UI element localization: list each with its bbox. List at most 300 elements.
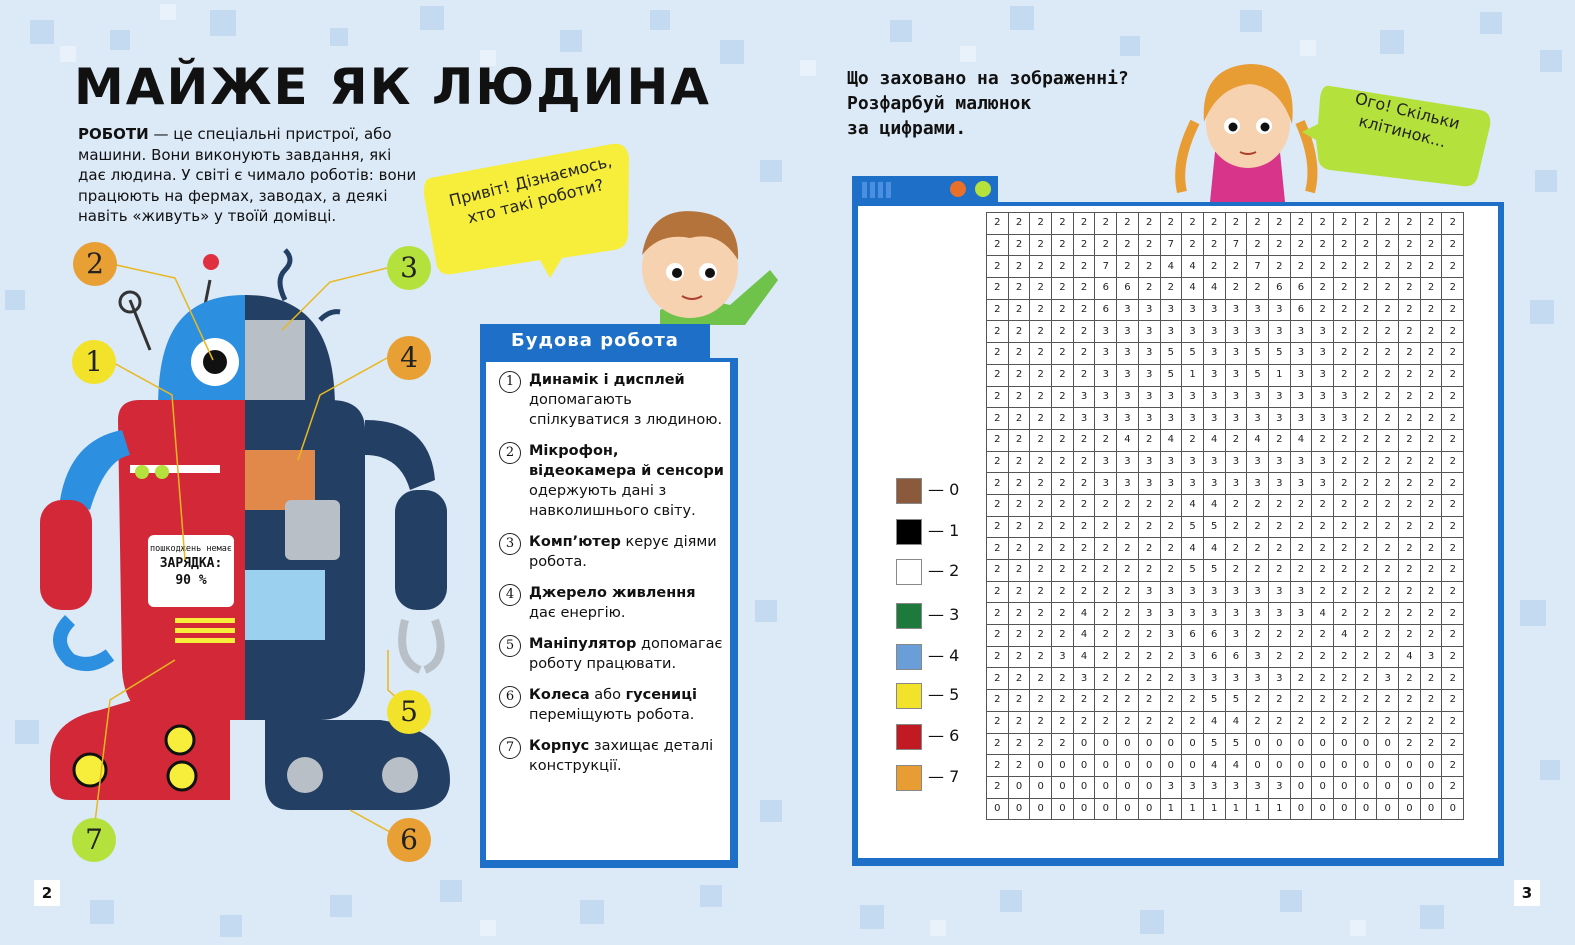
grid-cell[interactable]: 3 [1225,625,1247,647]
grid-cell[interactable]: 1 [1203,798,1225,820]
grid-cell[interactable]: 6 [1268,278,1290,300]
grid-cell[interactable]: 2 [1138,278,1160,300]
grid-cell[interactable]: 2 [1312,668,1334,690]
grid-cell[interactable]: 2 [1117,213,1139,235]
grid-cell[interactable]: 7 [1095,256,1117,278]
grid-cell[interactable]: 2 [1008,256,1030,278]
grid-cell[interactable]: 2 [1355,299,1377,321]
grid-cell[interactable]: 2 [1247,711,1269,733]
grid-cell[interactable]: 2 [1420,451,1442,473]
grid-cell[interactable]: 2 [1030,278,1052,300]
grid-cell[interactable]: 2 [1138,625,1160,647]
grid-cell[interactable]: 2 [987,625,1009,647]
grid-cell[interactable]: 2 [1117,516,1139,538]
grid-cell[interactable]: 2 [1334,256,1356,278]
grid-cell[interactable]: 0 [1268,733,1290,755]
grid-cell[interactable]: 2 [1442,755,1464,777]
grid-cell[interactable]: 2 [1442,494,1464,516]
grid-cell[interactable]: 2 [1268,494,1290,516]
grid-cell[interactable]: 0 [1290,798,1312,820]
grid-cell[interactable]: 2 [1355,646,1377,668]
grid-cell[interactable]: 2 [1073,299,1095,321]
grid-cell[interactable]: 2 [1420,299,1442,321]
grid-cell[interactable]: 2 [1052,603,1074,625]
grid-cell[interactable]: 3 [1095,451,1117,473]
grid-cell[interactable]: 2 [1160,560,1182,582]
grid-cell[interactable]: 2 [987,711,1009,733]
grid-cell[interactable]: 2 [1030,256,1052,278]
grid-cell[interactable]: 3 [1268,581,1290,603]
grid-cell[interactable]: 2 [1073,278,1095,300]
grid-cell[interactable]: 3 [1138,451,1160,473]
grid-cell[interactable]: 2 [1052,625,1074,647]
grid-cell[interactable]: 0 [1030,798,1052,820]
grid-cell[interactable]: 2 [1095,646,1117,668]
grid-cell[interactable]: 2 [1052,711,1074,733]
grid-cell[interactable]: 2 [1225,213,1247,235]
grid-cell[interactable]: 6 [1290,299,1312,321]
grid-cell[interactable]: 1 [1225,798,1247,820]
grid-cell[interactable]: 2 [1182,711,1204,733]
grid-cell[interactable]: 2 [1268,711,1290,733]
grid-cell[interactable]: 2 [1334,364,1356,386]
grid-cell[interactable]: 2 [1312,711,1334,733]
grid-cell[interactable]: 3 [1290,364,1312,386]
grid-cell[interactable]: 2 [1030,234,1052,256]
grid-cell[interactable]: 2 [1355,451,1377,473]
grid-cell[interactable]: 2 [1355,625,1377,647]
grid-cell[interactable]: 2 [1225,256,1247,278]
grid-cell[interactable]: 2 [1182,234,1204,256]
grid-cell[interactable]: 2 [1442,299,1464,321]
grid-cell[interactable]: 3 [1203,299,1225,321]
grid-cell[interactable]: 3 [1268,408,1290,430]
grid-cell[interactable]: 3 [1268,386,1290,408]
grid-cell[interactable]: 3 [1117,408,1139,430]
grid-cell[interactable]: 2 [1334,581,1356,603]
grid-cell[interactable]: 1 [1268,798,1290,820]
grid-cell[interactable]: 0 [1073,798,1095,820]
grid-cell[interactable]: 5 [1225,733,1247,755]
grid-cell[interactable]: 5 [1203,560,1225,582]
grid-cell[interactable]: 2 [1377,408,1399,430]
grid-cell[interactable]: 2 [1073,473,1095,495]
grid-cell[interactable]: 2 [1117,234,1139,256]
grid-cell[interactable]: 2 [1182,213,1204,235]
grid-cell[interactable]: 2 [1073,538,1095,560]
grid-cell[interactable]: 6 [1203,646,1225,668]
grid-cell[interactable]: 2 [1334,278,1356,300]
grid-cell[interactable]: 2 [1247,234,1269,256]
grid-cell[interactable]: 2 [1268,429,1290,451]
grid-cell[interactable]: 2 [1268,234,1290,256]
grid-cell[interactable]: 2 [1334,234,1356,256]
grid-cell[interactable]: 2 [1117,646,1139,668]
grid-cell[interactable]: 2 [987,234,1009,256]
grid-cell[interactable]: 2 [1355,256,1377,278]
grid-cell[interactable]: 2 [1030,451,1052,473]
grid-cell[interactable]: 3 [1138,581,1160,603]
grid-cell[interactable]: 3 [1247,321,1269,343]
grid-cell[interactable]: 3 [1182,776,1204,798]
grid-cell[interactable]: 2 [987,494,1009,516]
grid-cell[interactable]: 3 [1268,603,1290,625]
grid-cell[interactable]: 2 [1008,213,1030,235]
grid-cell[interactable]: 2 [1420,690,1442,712]
grid-cell[interactable]: 2 [1399,516,1421,538]
grid-cell[interactable]: 3 [1095,343,1117,365]
grid-cell[interactable]: 0 [1420,798,1442,820]
grid-cell[interactable]: 4 [1160,429,1182,451]
grid-cell[interactable]: 2 [1355,429,1377,451]
grid-cell[interactable]: 3 [1290,408,1312,430]
grid-cell[interactable]: 2 [1008,408,1030,430]
grid-cell[interactable]: 3 [1268,299,1290,321]
grid-cell[interactable]: 2 [1073,256,1095,278]
grid-cell[interactable]: 2 [1334,646,1356,668]
grid-cell[interactable]: 2 [1377,364,1399,386]
grid-cell[interactable]: 3 [1160,386,1182,408]
grid-cell[interactable]: 2 [1030,213,1052,235]
grid-cell[interactable]: 2 [1008,343,1030,365]
grid-cell[interactable]: 2 [987,451,1009,473]
grid-cell[interactable]: 2 [1334,321,1356,343]
grid-cell[interactable]: 2 [1247,625,1269,647]
grid-cell[interactable]: 2 [1052,473,1074,495]
grid-cell[interactable]: 2 [987,668,1009,690]
grid-cell[interactable]: 4 [1225,711,1247,733]
grid-cell[interactable]: 2 [1160,213,1182,235]
grid-cell[interactable]: 3 [1312,343,1334,365]
grid-cell[interactable]: 0 [1290,776,1312,798]
grid-cell[interactable]: 3 [1420,646,1442,668]
grid-cell[interactable]: 3 [1225,408,1247,430]
grid-cell[interactable]: 2 [1399,234,1421,256]
grid-cell[interactable]: 2 [1355,494,1377,516]
grid-cell[interactable]: 2 [1052,299,1074,321]
grid-cell[interactable]: 0 [1355,755,1377,777]
grid-cell[interactable]: 0 [1095,776,1117,798]
grid-cell[interactable]: 2 [1312,538,1334,560]
grid-cell[interactable]: 2 [1312,646,1334,668]
grid-cell[interactable]: 2 [1420,386,1442,408]
grid-cell[interactable]: 6 [1225,646,1247,668]
grid-cell[interactable]: 3 [1203,668,1225,690]
grid-cell[interactable]: 2 [1355,560,1377,582]
grid-cell[interactable]: 2 [1399,321,1421,343]
grid-cell[interactable]: 2 [1334,494,1356,516]
grid-cell[interactable]: 0 [1355,798,1377,820]
grid-cell[interactable]: 4 [1073,625,1095,647]
grid-cell[interactable]: 1 [1247,798,1269,820]
grid-cell[interactable]: 2 [1442,278,1464,300]
grid-cell[interactable]: 2 [1442,560,1464,582]
grid-cell[interactable]: 3 [1334,386,1356,408]
grid-cell[interactable]: 2 [987,256,1009,278]
grid-cell[interactable]: 2 [1312,516,1334,538]
grid-cell[interactable]: 2 [1138,429,1160,451]
grid-cell[interactable]: 3 [1117,451,1139,473]
grid-cell[interactable]: 2 [1355,234,1377,256]
grid-cell[interactable]: 0 [1160,755,1182,777]
grid-cell[interactable]: 2 [1073,711,1095,733]
grid-cell[interactable]: 3 [1160,321,1182,343]
grid-cell[interactable]: 2 [1334,473,1356,495]
grid-cell[interactable]: 2 [1334,538,1356,560]
grid-cell[interactable]: 0 [1138,776,1160,798]
grid-cell[interactable]: 6 [1095,299,1117,321]
grid-cell[interactable]: 2 [1095,429,1117,451]
grid-cell[interactable]: 0 [1377,776,1399,798]
grid-cell[interactable]: 2 [1030,473,1052,495]
grid-cell[interactable]: 0 [1138,733,1160,755]
grid-cell[interactable]: 5 [1203,690,1225,712]
grid-cell[interactable]: 2 [1138,234,1160,256]
grid-cell[interactable]: 4 [1073,646,1095,668]
grid-cell[interactable]: 2 [1312,299,1334,321]
grid-cell[interactable]: 3 [1247,776,1269,798]
grid-cell[interactable]: 0 [1268,755,1290,777]
grid-cell[interactable]: 2 [1290,234,1312,256]
grid-cell[interactable]: 2 [1290,538,1312,560]
grid-cell[interactable]: 2 [1312,494,1334,516]
grid-cell[interactable]: 2 [1420,364,1442,386]
grid-cell[interactable]: 4 [1203,538,1225,560]
grid-cell[interactable]: 2 [1355,668,1377,690]
grid-cell[interactable]: 5 [1247,364,1269,386]
grid-cell[interactable]: 2 [1008,646,1030,668]
grid-cell[interactable]: 0 [1095,798,1117,820]
grid-cell[interactable]: 3 [1160,776,1182,798]
grid-cell[interactable]: 2 [987,408,1009,430]
grid-cell[interactable]: 0 [1138,798,1160,820]
grid-cell[interactable]: 3 [1117,299,1139,321]
grid-cell[interactable]: 4 [1203,755,1225,777]
grid-cell[interactable]: 2 [1008,755,1030,777]
grid-cell[interactable]: 2 [1420,733,1442,755]
grid-cell[interactable]: 2 [1117,603,1139,625]
grid-cell[interactable]: 4 [1334,625,1356,647]
grid-cell[interactable]: 2 [1334,711,1356,733]
grid-cell[interactable]: 2 [1377,625,1399,647]
grid-cell[interactable]: 2 [1052,538,1074,560]
grid-cell[interactable]: 4 [1290,429,1312,451]
grid-cell[interactable]: 2 [1377,451,1399,473]
grid-cell[interactable]: 2 [1334,213,1356,235]
grid-cell[interactable]: 3 [1160,581,1182,603]
grid-cell[interactable]: 2 [1052,278,1074,300]
grid-cell[interactable]: 2 [1442,343,1464,365]
grid-cell[interactable]: 4 [1203,429,1225,451]
grid-cell[interactable]: 2 [987,473,1009,495]
grid-cell[interactable]: 2 [1420,278,1442,300]
grid-cell[interactable]: 3 [1225,386,1247,408]
grid-cell[interactable]: 3 [1268,321,1290,343]
grid-cell[interactable]: 2 [1442,256,1464,278]
grid-cell[interactable]: 3 [1225,581,1247,603]
grid-cell[interactable]: 3 [1182,646,1204,668]
grid-cell[interactable]: 2 [1399,408,1421,430]
grid-cell[interactable]: 2 [1312,234,1334,256]
grid-cell[interactable]: 2 [1008,234,1030,256]
grid-cell[interactable]: 2 [1290,516,1312,538]
grid-cell[interactable]: 0 [1420,755,1442,777]
grid-cell[interactable]: 2 [1030,364,1052,386]
grid-cell[interactable]: 3 [1138,364,1160,386]
grid-cell[interactable]: 3 [1138,603,1160,625]
grid-cell[interactable]: 3 [1182,451,1204,473]
grid-cell[interactable]: 3 [1117,321,1139,343]
grid-cell[interactable]: 2 [1073,451,1095,473]
grid-cell[interactable]: 2 [1138,560,1160,582]
grid-cell[interactable]: 3 [1225,299,1247,321]
grid-cell[interactable]: 3 [1312,321,1334,343]
grid-cell[interactable]: 2 [1095,581,1117,603]
grid-cell[interactable]: 2 [1008,364,1030,386]
grid-cell[interactable]: 2 [1355,386,1377,408]
grid-cell[interactable]: 3 [1182,321,1204,343]
grid-cell[interactable]: 2 [1052,364,1074,386]
grid-cell[interactable]: 6 [1182,625,1204,647]
grid-cell[interactable]: 2 [1138,690,1160,712]
grid-cell[interactable]: 3 [1225,321,1247,343]
grid-cell[interactable]: 3 [1203,343,1225,365]
grid-cell[interactable]: 2 [1399,711,1421,733]
grid-cell[interactable]: 3 [1095,364,1117,386]
grid-cell[interactable]: 2 [1052,408,1074,430]
grid-cell[interactable]: 2 [1420,256,1442,278]
grid-cell[interactable]: 2 [1073,364,1095,386]
grid-cell[interactable]: 2 [1399,278,1421,300]
grid-cell[interactable]: 2 [1182,429,1204,451]
grid-cell[interactable]: 2 [1030,429,1052,451]
grid-cell[interactable]: 2 [1268,560,1290,582]
grid-cell[interactable]: 2 [1117,560,1139,582]
grid-cell[interactable]: 0 [1117,733,1139,755]
grid-cell[interactable]: 2 [1268,516,1290,538]
grid-cell[interactable]: 2 [987,516,1009,538]
grid-cell[interactable]: 3 [1160,603,1182,625]
grid-cell[interactable]: 2 [1030,538,1052,560]
grid-cell[interactable]: 2 [1334,603,1356,625]
grid-cell[interactable]: 2 [1008,278,1030,300]
grid-cell[interactable]: 2 [987,603,1009,625]
grid-cell[interactable]: 2 [1052,256,1074,278]
grid-cell[interactable]: 2 [1030,690,1052,712]
grid-cell[interactable]: 2 [1203,256,1225,278]
grid-cell[interactable]: 2 [1442,473,1464,495]
grid-cell[interactable]: 4 [1117,429,1139,451]
grid-cell[interactable]: 3 [1334,408,1356,430]
grid-cell[interactable]: 3 [1225,603,1247,625]
grid-cell[interactable]: 2 [1420,473,1442,495]
grid-cell[interactable]: 3 [1138,299,1160,321]
grid-cell[interactable]: 3 [1160,625,1182,647]
grid-cell[interactable]: 2 [1073,560,1095,582]
grid-cell[interactable]: 2 [987,343,1009,365]
grid-cell[interactable]: 2 [987,733,1009,755]
grid-cell[interactable]: 2 [1377,473,1399,495]
grid-cell[interactable]: 2 [1377,516,1399,538]
grid-cell[interactable]: 3 [1182,473,1204,495]
grid-cell[interactable]: 2 [1312,690,1334,712]
grid-cell[interactable]: 3 [1117,343,1139,365]
grid-cell[interactable]: 2 [1030,646,1052,668]
grid-cell[interactable]: 3 [1290,473,1312,495]
grid-cell[interactable]: 2 [987,538,1009,560]
grid-cell[interactable]: 2 [1442,364,1464,386]
grid-cell[interactable]: 2 [1399,451,1421,473]
grid-cell[interactable]: 2 [1160,646,1182,668]
grid-cell[interactable]: 3 [1203,581,1225,603]
grid-cell[interactable]: 3 [1268,668,1290,690]
grid-cell[interactable]: 2 [1095,516,1117,538]
grid-cell[interactable]: 2 [1334,516,1356,538]
grid-cell[interactable]: 2 [1247,690,1269,712]
grid-cell[interactable]: 2 [987,755,1009,777]
grid-cell[interactable]: 2 [1138,256,1160,278]
grid-cell[interactable]: 2 [1377,603,1399,625]
grid-cell[interactable]: 2 [1008,386,1030,408]
grid-cell[interactable]: 0 [1008,798,1030,820]
grid-cell[interactable]: 3 [1247,603,1269,625]
grid-cell[interactable]: 2 [987,429,1009,451]
grid-cell[interactable]: 2 [1377,213,1399,235]
grid-cell[interactable]: 2 [1073,343,1095,365]
grid-cell[interactable]: 3 [1117,473,1139,495]
grid-cell[interactable]: 3 [1182,299,1204,321]
grid-cell[interactable]: 5 [1182,343,1204,365]
grid-cell[interactable]: 2 [1399,473,1421,495]
grid-cell[interactable]: 0 [1334,776,1356,798]
grid-cell[interactable]: 2 [1355,321,1377,343]
grid-cell[interactable]: 2 [1160,494,1182,516]
grid-cell[interactable]: 3 [1138,321,1160,343]
grid-cell[interactable]: 2 [1399,213,1421,235]
grid-cell[interactable]: 0 [1334,733,1356,755]
grid-cell[interactable]: 3 [1377,668,1399,690]
grid-cell[interactable]: 2 [1030,408,1052,430]
grid-cell[interactable]: 2 [1442,538,1464,560]
grid-cell[interactable]: 2 [1290,494,1312,516]
grid-cell[interactable]: 3 [1138,408,1160,430]
grid-cell[interactable]: 2 [1030,516,1052,538]
grid-cell[interactable]: 2 [1268,625,1290,647]
grid-cell[interactable]: 4 [1312,603,1334,625]
grid-cell[interactable]: 3 [1312,451,1334,473]
grid-cell[interactable]: 2 [1095,560,1117,582]
grid-cell[interactable]: 2 [987,321,1009,343]
grid-cell[interactable]: 2 [1225,278,1247,300]
grid-cell[interactable]: 2 [1420,711,1442,733]
grid-cell[interactable]: 2 [1442,408,1464,430]
grid-cell[interactable]: 2 [1442,603,1464,625]
grid-cell[interactable]: 2 [1117,711,1139,733]
grid-cell[interactable]: 2 [1399,538,1421,560]
grid-cell[interactable]: 2 [1073,516,1095,538]
grid-cell[interactable]: 3 [1138,343,1160,365]
grid-cell[interactable]: 2 [1420,668,1442,690]
grid-cell[interactable]: 2 [1008,473,1030,495]
grid-cell[interactable]: 3 [1138,386,1160,408]
grid-cell[interactable]: 2 [1420,321,1442,343]
grid-cell[interactable]: 2 [1030,625,1052,647]
grid-cell[interactable]: 2 [1203,234,1225,256]
grid-cell[interactable]: 2 [1355,213,1377,235]
grid-cell[interactable]: 2 [1334,690,1356,712]
grid-cell[interactable]: 2 [1030,494,1052,516]
grid-cell[interactable]: 2 [1008,668,1030,690]
